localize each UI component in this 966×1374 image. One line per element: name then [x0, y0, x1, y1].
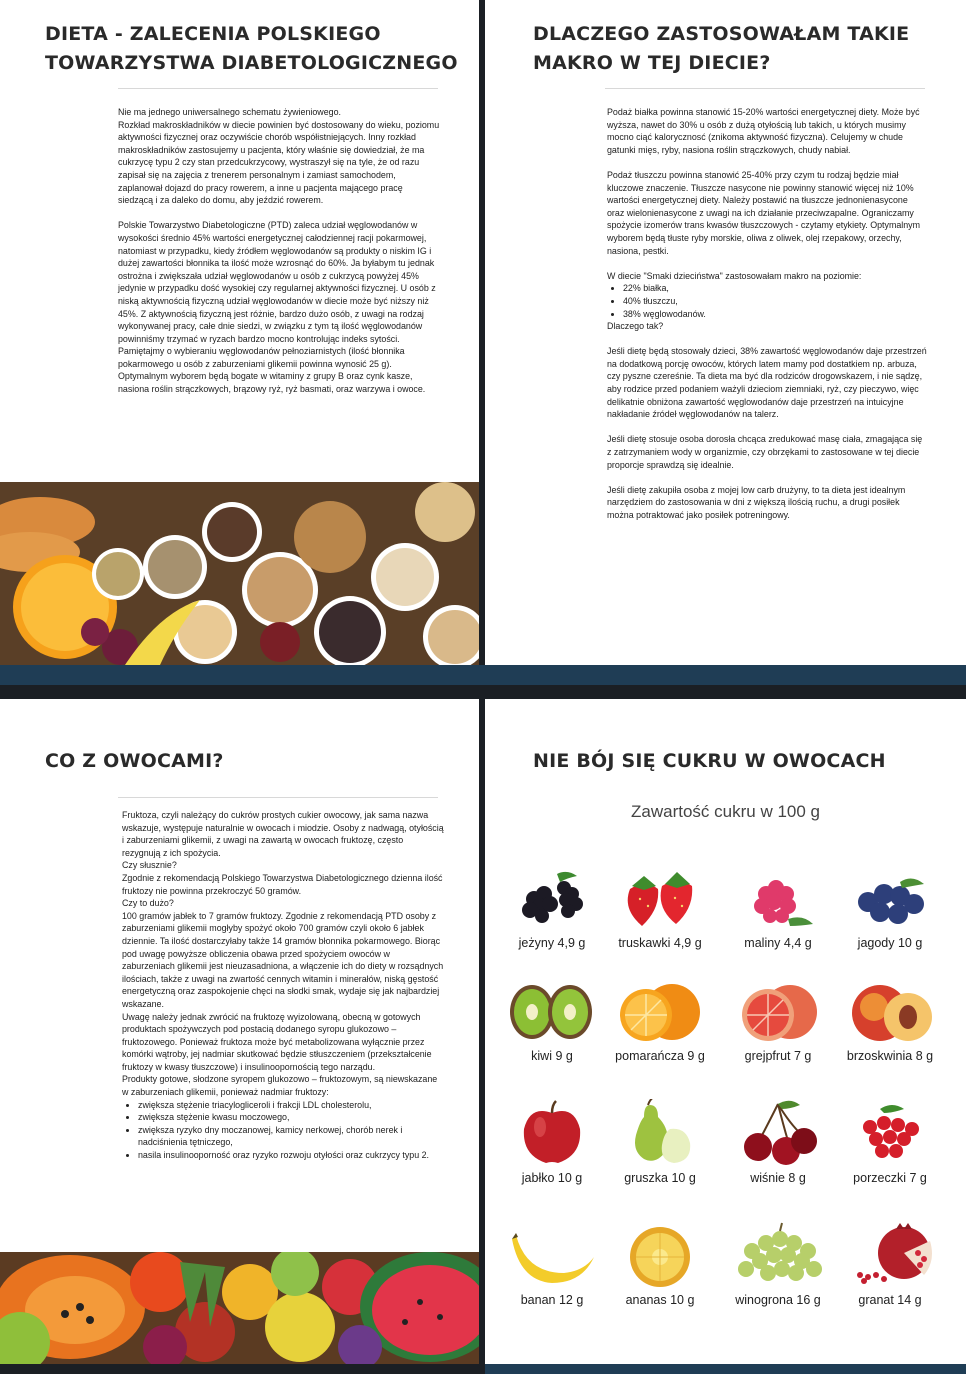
fruit-label: porzeczki 7 g: [853, 1171, 927, 1185]
fruit-item-apple: [497, 1099, 607, 1209]
list-item: • nasila insulinooporność oraz ryzyko rozwoju otyłości oraz cukrzycy typu 2.: [138, 1149, 444, 1162]
raspberry-icon: [728, 864, 828, 934]
fruit-label: granat 14 g: [858, 1293, 922, 1307]
fruit-item-blackberry: [497, 864, 607, 974]
page-separator-bar: [0, 665, 966, 685]
list-item: • 22% białka,: [623, 282, 927, 295]
grapefruit-icon: [728, 977, 828, 1047]
banana-icon: [502, 1221, 602, 1291]
fruit-item-redcurrant: [835, 1099, 945, 1209]
strawberry-icon: [610, 864, 710, 934]
list-item: • zwiększa ryzyko dny moczanowej, kamicy nerkowej, chorób nerek i nadciśnienia tętniczego,: [138, 1124, 444, 1149]
fruit-label: winogrona 16 g: [735, 1293, 821, 1307]
fruit-label: grejpfrut 7 g: [744, 1049, 812, 1063]
page-macro: [485, 0, 966, 665]
fruit-label: banan 12 g: [520, 1293, 584, 1307]
fruit-item-peach: [835, 977, 945, 1087]
paragraph: Polskie Towarzystwo Diabetologiczne (PTD) zaleca udział węglowodanów w wysokości średnio 45% wartości energetycznej całodziennej racji pokarmowej, natomiast w przypadku, kiedy źródłem węglowodanów są produkty o niskim IG i dużej zawartości błonnika ta ilość może wzrosnąć do 60%. Ja byłabym tu jednak ostrożna i zwiększała udział węglowodanów u osób z cukrzycą powyżej 45% jedynie w przypadku dość wysokiej czy regularnej aktywności fizycznej. U osób z niską aktywnością fizyczną udział węglowodanów w diecie może być niższy niż 45%. Z aktywnością fizyczną jest różnie, bardzo dużo osób, z uwagi na rodzaj wykonywanej pracy, całe dnie siedzi, w związku z tym tą ilość węglowodanów powinniśmy trzymać w ryzach bardzo mocno kontrolując indeks sytości. Pamiętajmy o wybieraniu węglowodanów pełnoziarnistych (ilość błonnika pokarmowego u osób z zaburzeniami glikemii powinna wynosić 25 g). Optymalnym wyborem będą bogate w witaminy z grupy B oraz cynk kasze, nasiona roślin strączkowych, brązowy ryż, ryż basmati, oraz warzywa i owoce.: [118, 220, 436, 395]
paragraph: W diecie "Smaki dzieciństwa" zastosowałam makro na poziomie:: [607, 270, 862, 281]
peach-icon: [840, 977, 940, 1047]
fruit-item-pear: [605, 1099, 715, 1209]
paragraph: Fruktoza, czyli należący do cukrów prostych cukier owocowy, jak sama nazwa wskazuje, występuje naturalnie w owocach i miodzie. Osoby z nadwagą, otyłością i zaburzeniami glikemii, z uwagi na zawartą w owocach fruktozę, często rezygnują z ich spożycia. Czy słusznie? Zgodnie z rekomendacją Polskiego Towarzystwa Diabetologicznego dzienna ilość fruktozy nie powinna przekroczyć 50 gramów. Czy to dużo? 100 gramów jabłek to 7 gramów fruktozy. Zgodnie z rekomendacją PTD osoby z zaburzeniami glikemii mogłyby spożyć około 700 gramów czyli około 6 jabłek dziennie. Ta ilość dostarczyłaby także 14 gramów błonnika pokarmowego. Biorąc pod uwagę powyższe obliczenia obawa przed spożyciem owoców w zaburzeniach glikemii jest nieuzasadniona, a włączenie ich do diety w rozsądnych ilościach, także z uwagi na zwartość cennych witamin i minerałów, niską gęstość energetyczną oraz zaspokojenie chęci na słodki smak, wydaje się jak najbardziej wskazane. Uwagę należy jednak zwrócić na fruktozę wyizolowaną, obecną w gotowych produktach spożywczych pod postacią dodanego syropu glukozowo – fruktozowego. Ponieważ fruktoza może być metabolizowana wyłącznie przez komórki wątroby, jej nadmiar skutkować będzie stłuszczeniem (przekształcenie fruktozy w kwasy tłuszczowe) i insulinoopornością tego narządu. Produkty gotowe, słodzone syropem glukozowo – fruktozowym, są niewskazane w zaburzeniach glikemii, ponieważ nadmiar fruktozy:: [122, 810, 444, 1098]
redcurrant-icon: [840, 1099, 940, 1169]
list-item: • zwiększa stężenie kwasu moczowego,: [138, 1111, 444, 1124]
fruit-label: gruszka 10 g: [624, 1171, 696, 1185]
fruit-label: wiśnie 8 g: [750, 1171, 806, 1185]
fruit-label: pomarańcza 9 g: [615, 1049, 705, 1063]
divider: [118, 797, 438, 798]
fruit-label: truskawki 4,9 g: [618, 936, 702, 950]
macro-list: [623, 282, 927, 320]
kiwi-icon: [502, 977, 602, 1047]
fruit-label: jagody 10 g: [857, 936, 923, 950]
page-title: DLACZEGO ZASTOSOWAŁAM TAKIE MAKRO W TEJ DIECIE?: [533, 23, 910, 74]
fruit-label: jeżyny 4,9 g: [518, 936, 586, 950]
blueberry-icon: [840, 864, 940, 934]
page-carbs: [0, 0, 479, 665]
list-item: • zwiększa stężenie triacylogliceroli i frakcji LDL cholesterolu,: [138, 1099, 444, 1112]
body-text: [118, 106, 440, 396]
fruit-item-pineapple: [605, 1221, 715, 1331]
apple-icon: [502, 1099, 602, 1169]
fruit-item-kiwi: [497, 977, 607, 1087]
fruit-item-grapefruit: [723, 977, 833, 1087]
list-item: • 38% węglowodanów.: [623, 308, 927, 321]
paragraph: Podaż białka powinna stanowić 15-20% wartości energetycznej diety. Może być wyższa, nawet do 30% u osób z dużą otyłością lub takich, u których musimy mocno ciąć kalorycznosć (znikoma aktywność fizyczna). Celujemy w chude gatunki mięs, ryby, nasiona roślin strączkowych, chudy nabiał.: [607, 107, 920, 155]
fructose-effects-list: [138, 1099, 444, 1162]
paragraph: Nie ma jednego uniwersalnego schematu żywieniowego. Rozkład makroskładników w diecie powinien być dostosowany do wieku, poziomu aktywności fizycznej oraz oczywiście chorób współistniejących. Inny rozkład makroskładników zastosujemy u pacjenta, który właśnie się dowiedział, że ma cukrzycę typu 2 czy stan przedcukrzycowy, wystraszył się na tyle, że od razu zapisał się na zajęcia z trenerem personalnym i zamiast samochodem, zaplanował dojazd do pracy rowerem, a inne u pacjenta mającego pracę siedzącą i za daleko do domu, aby jeździć rowerem.: [118, 107, 440, 206]
orange-icon: [610, 977, 710, 1047]
page-title: CO Z OWOCAMI?: [45, 750, 224, 772]
paragraph: Jeśli dietę będą stosowały dzieci, 38% zawartość węglowodanów daje przestrzeń na dodatkową porcję owoców, których latem mamy pod dostatkiem np. arbuza, czy pyszne czereśnie. Ta dieta ma być dla rodziców drogowskazem, i nie sądzę, aby rodzice przed podaniem ważyli dzieciom ziemniaki, ryż, czy pieczywo, więc delikatnie obniżona zawartość węglowodanów daje przestrzeń na intuicyjne nakładanie źródeł węglowodanów na talerz.: [607, 346, 927, 420]
paragraph: Podaż tłuszczu powinna stanowić 25-40% przy czym tu rodzaj będzie miał kluczowe znaczenie. Tłuszcze nasycone nie powinny stanowić więcej niż 10% wartości energetycznej diety. Należy postawić na tłuszcze jednonienasycone oraz wielonienasycone z uwagi na ich działanie przeciwzapalne. Ograniczamy spożycie izomerów trans kwasów tłuszczowych - czytamy etykiety. Optymalnym wyborem będą tłuste ryby morskie, oliwa z oliwek, olej rzepakowy, orzechy, nasiona, pestki.: [607, 169, 921, 256]
body-text: [122, 809, 444, 1162]
body-text: [607, 106, 927, 522]
pear-icon: [610, 1099, 710, 1169]
grains-photo: [0, 482, 479, 665]
fruit-item-blueberry: [835, 864, 945, 974]
fruit-label: brzoskwinia 8 g: [846, 1049, 934, 1063]
fruit-item-orange: [605, 977, 715, 1087]
fruit-item-grapes: [723, 1221, 833, 1331]
fruit-label: ananas 10 g: [625, 1293, 695, 1307]
grapes-icon: [728, 1221, 828, 1291]
fruit-label: maliny 4,4 g: [744, 936, 812, 950]
subtitle: Zawartość cukru w 100 g: [631, 802, 820, 821]
page-title: NIE BÓJ SIĘ CUKRU W OWOCACH: [533, 750, 886, 772]
fruit-item-pomegranate: [835, 1221, 945, 1331]
fruit-item-strawberry: [605, 864, 715, 974]
paragraph: Jeśli dietę stosuje osoba dorosła chcąca zredukować masę ciała, zmagająca się z zatrzymaniem wody w organizmie, czy obrzękami to zastosowane w tej diecie proporcje sprawdzą się idealnie.: [607, 434, 923, 470]
divider: [605, 88, 925, 89]
page-sugar: [485, 699, 966, 1364]
cherry-icon: [728, 1099, 828, 1169]
page-title: DIETA - ZALECENIA POLSKIEGO TOWARZYSTWA DIABETOLOGICZNEGO: [45, 23, 458, 74]
paragraph: Jeśli dietę zakupiła osoba z mojej low carb drużyny, to ta dieta jest idealnym narzędziem do zastosowania w dni z większą ilością ruchu, a drugi posiłek można potraktować jako posiłek potreningowy.: [607, 484, 906, 520]
fruits-photo: [0, 1252, 479, 1364]
blackberry-icon: [502, 864, 602, 934]
page-bottom-bar: [485, 1364, 966, 1374]
fruit-label: kiwi 9 g: [531, 1049, 573, 1063]
fruit-item-banana: [497, 1221, 607, 1331]
page-fruits: [0, 699, 479, 1364]
fruit-item-raspberry: [723, 864, 833, 974]
divider: [118, 88, 438, 89]
fruit-label: jabłko 10 g: [521, 1171, 583, 1185]
pomegranate-icon: [840, 1221, 940, 1291]
paragraph: Dlaczego tak?: [607, 321, 664, 332]
list-item: • 40% tłuszczu,: [623, 295, 927, 308]
pineapple-icon: [610, 1221, 710, 1291]
fruit-item-cherry: [723, 1099, 833, 1209]
